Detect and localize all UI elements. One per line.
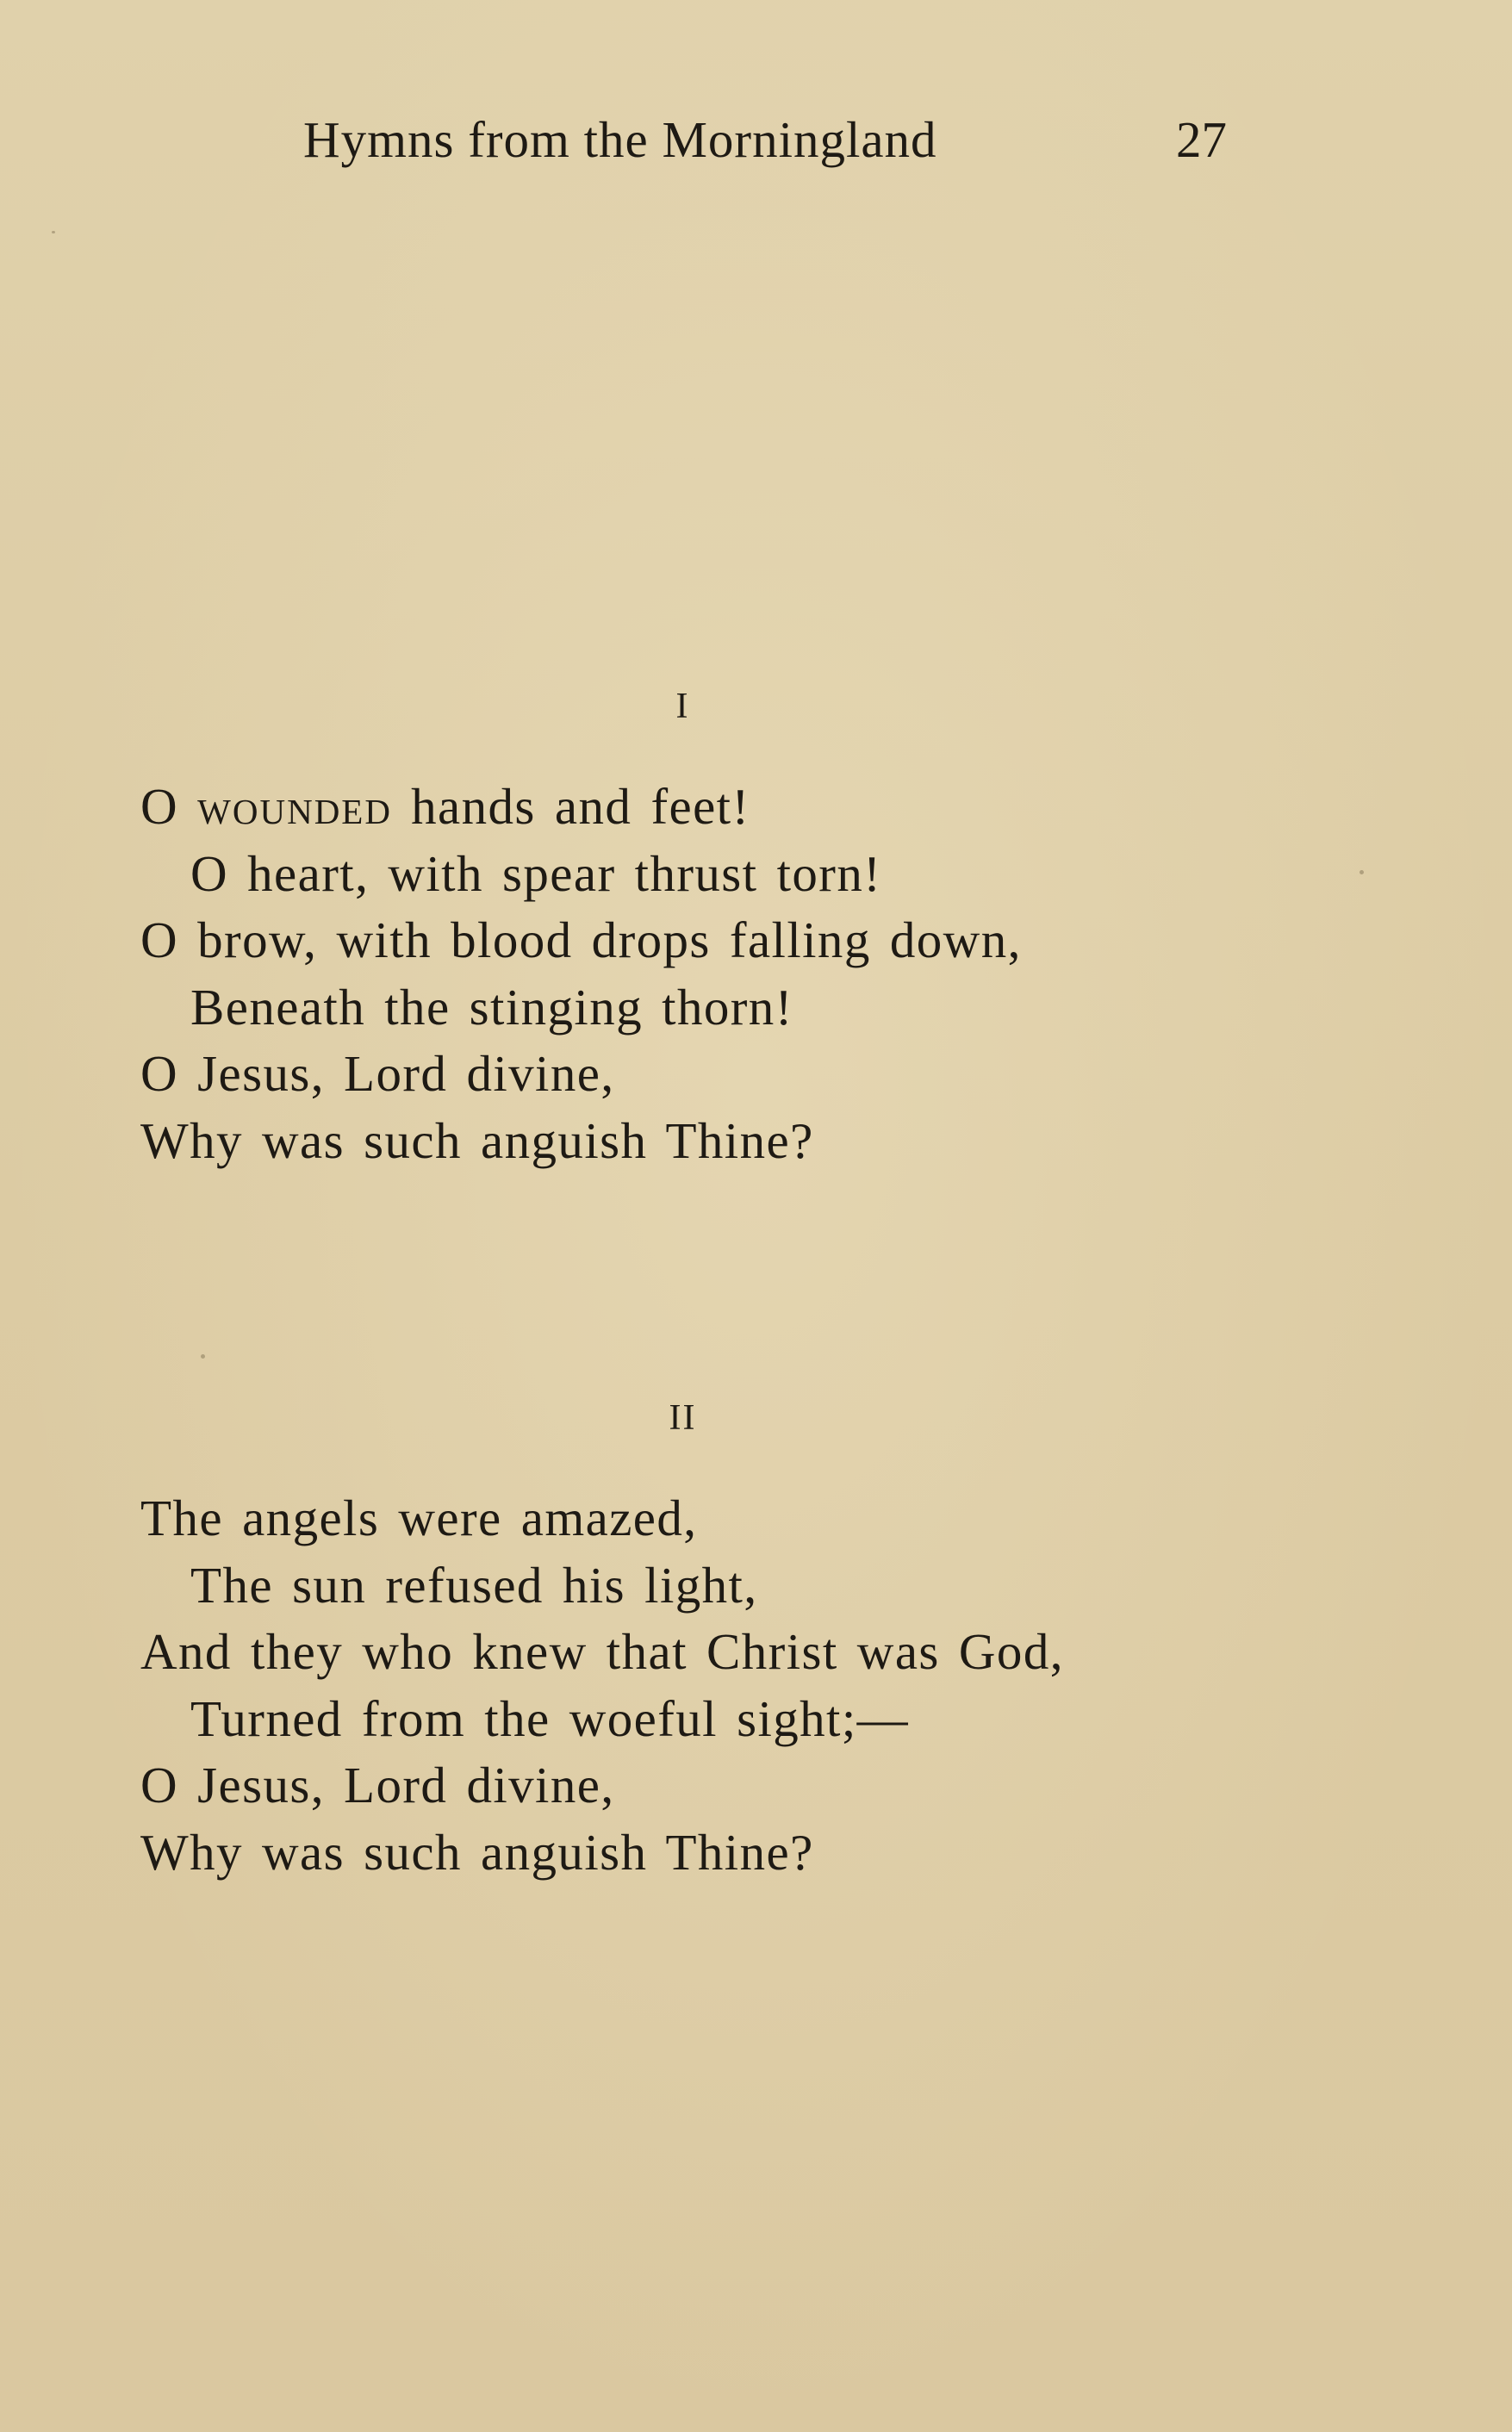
- stanza-2: [140, 1485, 1064, 1886]
- line-rest: hands and feet!: [391, 778, 750, 835]
- stanza-2-line-3: And they who knew that Christ was God,: [140, 1623, 1064, 1680]
- paper-speck: [201, 1354, 205, 1359]
- stanza-2-line-6: Why was such anguish Thine?: [140, 1823, 814, 1881]
- paper-speck: [1360, 870, 1364, 874]
- stanza-2-line-5: O Jesus, Lord divine,: [140, 1757, 615, 1813]
- stanza-1-line-3: O brow, with blood drops falling down,: [140, 911, 1022, 968]
- stanza-1: [140, 774, 1022, 1174]
- running-head-title: Hymns from the Morningland: [303, 111, 937, 168]
- stanza-2-line-4: Turned from the woeful sight;—: [190, 1689, 910, 1747]
- paper-speck: [52, 231, 55, 233]
- stanza-2-line-2: The sun refused his light,: [190, 1556, 758, 1614]
- stanza-numeral-2: II: [669, 1398, 697, 1438]
- stanza-1-line-1: [140, 774, 1022, 841]
- line-lead: O: [140, 778, 198, 835]
- small-caps-opening-word: wounded: [197, 778, 392, 835]
- stanza-1-line-4: Beneath the stinging thorn!: [190, 978, 793, 1036]
- stanza-2-line-1: The angels were amazed,: [140, 1490, 698, 1546]
- page-number: 27: [1176, 111, 1227, 168]
- stanza-numeral-1: I: [675, 687, 690, 726]
- stanza-1-line-2: O heart, with spear thrust torn!: [190, 844, 882, 902]
- stanza-1-line-5: O Jesus, Lord divine,: [140, 1045, 615, 1102]
- stanza-1-line-6: Why was such anguish Thine?: [140, 1111, 814, 1169]
